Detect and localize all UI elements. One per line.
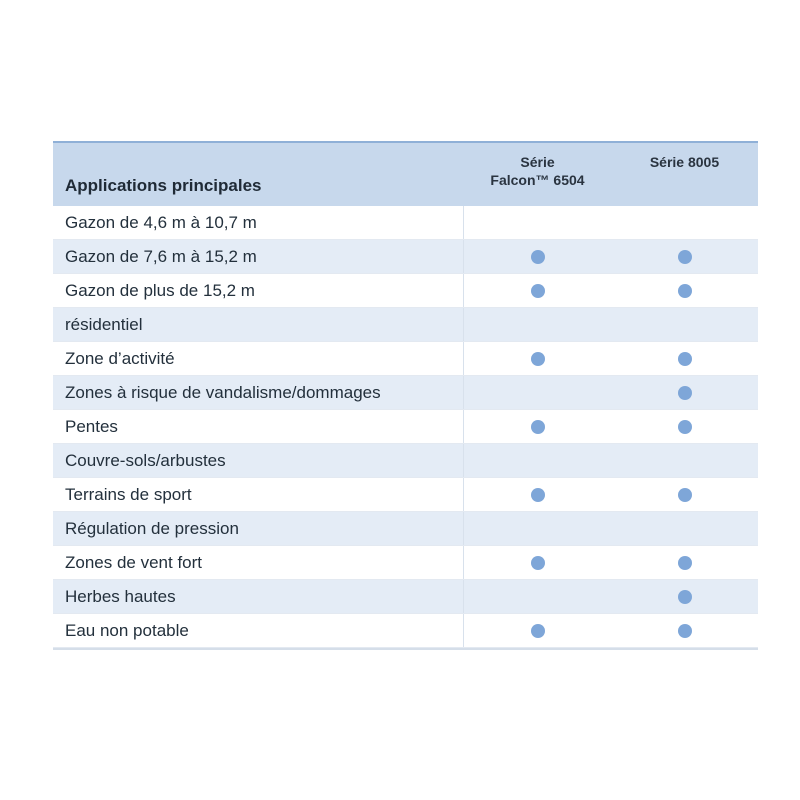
- table-row: [53, 206, 758, 240]
- cell-falcon-6504: [464, 614, 611, 647]
- row-label: Eau non potable: [53, 614, 464, 647]
- cell-falcon-6504: [464, 342, 611, 375]
- cell-8005: [611, 478, 758, 511]
- applicable-dot-icon: [678, 250, 692, 264]
- cell-falcon-6504: [464, 478, 611, 511]
- table-row: [53, 240, 758, 274]
- cell-falcon-6504: [464, 546, 611, 579]
- cell-8005: [611, 410, 758, 443]
- cell-falcon-6504: [464, 274, 611, 307]
- table-row: [53, 546, 758, 580]
- applicable-dot-icon: [531, 352, 545, 366]
- header-falcon-line2: Falcon™ 6504: [490, 172, 585, 188]
- applicable-dot-icon: [531, 284, 545, 298]
- applicable-dot-icon: [531, 250, 545, 264]
- row-label: Couvre-sols/arbustes: [53, 444, 464, 477]
- cell-8005: [611, 308, 758, 341]
- row-label: Gazon de 7,6 m à 15,2 m: [53, 240, 464, 273]
- table-row: [53, 580, 758, 614]
- applicable-dot-icon: [678, 386, 692, 400]
- applicable-dot-icon: [531, 624, 545, 638]
- table-row: [53, 376, 758, 410]
- row-label: Zone d’activité: [53, 342, 464, 375]
- table-row: [53, 410, 758, 444]
- cell-8005: [611, 240, 758, 273]
- applicable-dot-icon: [678, 488, 692, 502]
- header-applications: Applications principales: [65, 176, 262, 195]
- cell-8005: [611, 580, 758, 613]
- applicable-dot-icon: [678, 556, 692, 570]
- cell-8005: [611, 376, 758, 409]
- table-row: [53, 274, 758, 308]
- cell-falcon-6504: [464, 512, 611, 545]
- cell-falcon-6504: [464, 376, 611, 409]
- header-8005-line1: Série 8005: [649, 154, 720, 170]
- applicable-dot-icon: [678, 352, 692, 366]
- row-label: Terrains de sport: [53, 478, 464, 511]
- row-label: Gazon de 4,6 m à 10,7 m: [53, 206, 464, 239]
- row-label: Gazon de plus de 15,2 m: [53, 274, 464, 307]
- cell-8005: [611, 444, 758, 477]
- row-label: Zones à risque de vandalisme/dommages: [53, 376, 464, 409]
- header-falcon-6504: [464, 143, 611, 206]
- row-label: Régulation de pression: [53, 512, 464, 545]
- applications-table: [53, 141, 758, 650]
- row-label: Zones de vent fort: [53, 546, 464, 579]
- table-header: [53, 141, 758, 206]
- table-row: [53, 342, 758, 376]
- table-body: [53, 206, 758, 648]
- cell-falcon-6504: [464, 580, 611, 613]
- cell-8005: [611, 274, 758, 307]
- applicable-dot-icon: [678, 624, 692, 638]
- cell-falcon-6504: [464, 308, 611, 341]
- cell-falcon-6504: [464, 410, 611, 443]
- cell-8005: [611, 614, 758, 647]
- cell-8005: [611, 342, 758, 375]
- cell-falcon-6504: [464, 240, 611, 273]
- applicable-dot-icon: [531, 420, 545, 434]
- cell-8005: [611, 206, 758, 239]
- cell-8005: [611, 546, 758, 579]
- table-row: [53, 308, 758, 342]
- table-row: [53, 478, 758, 512]
- header-8005: [611, 143, 758, 206]
- table-row: [53, 512, 758, 546]
- applicable-dot-icon: [678, 590, 692, 604]
- cell-falcon-6504: [464, 444, 611, 477]
- applicable-dot-icon: [531, 556, 545, 570]
- row-label: Herbes hautes: [53, 580, 464, 613]
- cell-8005: [611, 512, 758, 545]
- applicable-dot-icon: [678, 284, 692, 298]
- row-label: Pentes: [53, 410, 464, 443]
- applicable-dot-icon: [678, 420, 692, 434]
- row-label: résidentiel: [53, 308, 464, 341]
- applicable-dot-icon: [531, 488, 545, 502]
- table-row: [53, 444, 758, 478]
- cell-falcon-6504: [464, 206, 611, 239]
- table-bottom-rule: [53, 648, 758, 650]
- table-row: [53, 614, 758, 648]
- header-falcon-line1: Série: [520, 154, 555, 170]
